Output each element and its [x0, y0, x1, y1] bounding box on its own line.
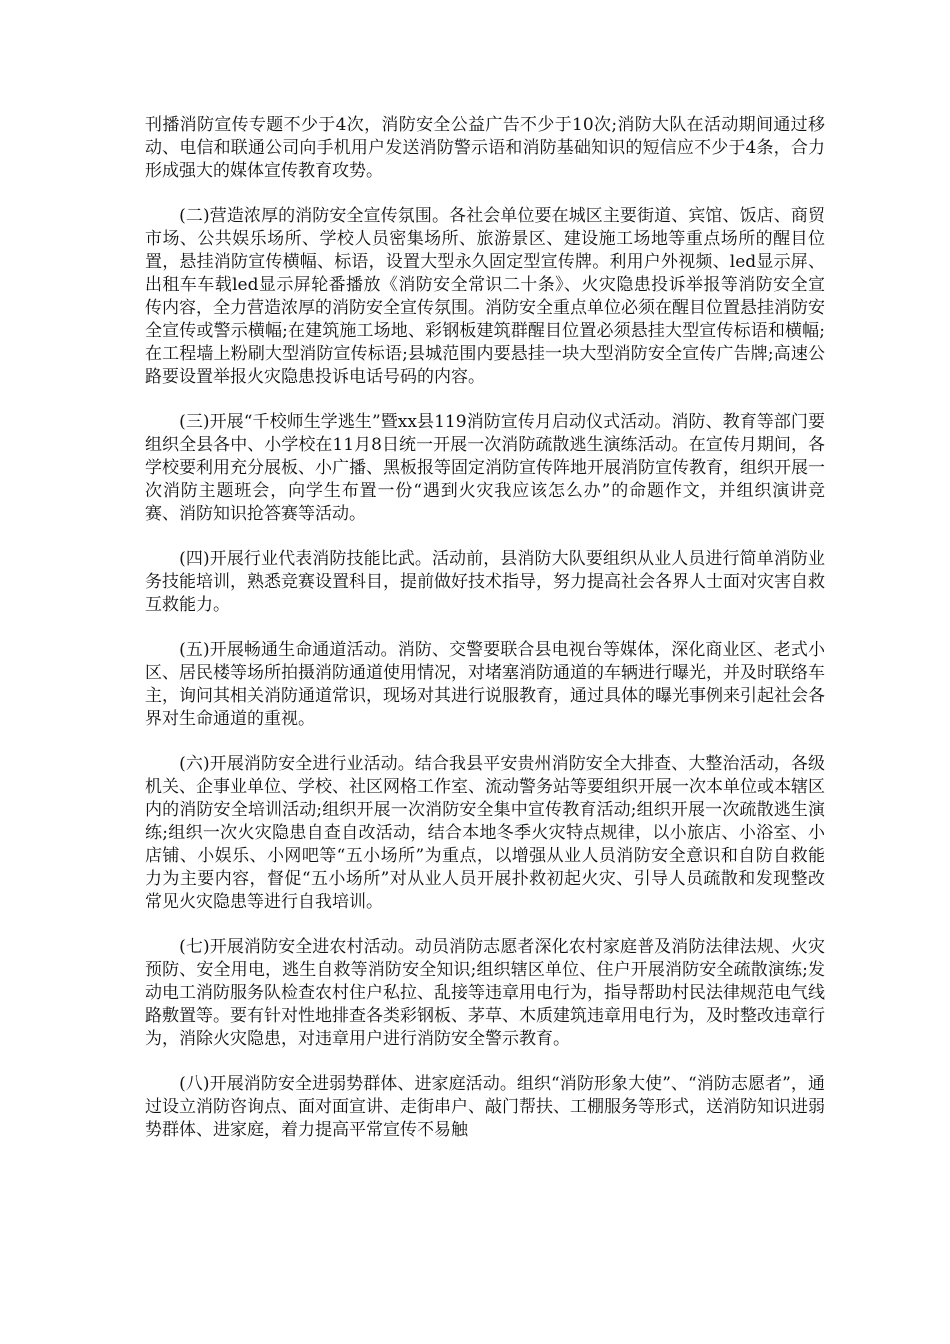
paragraph-section-8-vulnerable-groups: (八)开展消防安全进弱势群体、进家庭活动。组织“消防形象大使”、“消防志愿者”，通过设立消防咨询点、面对面宣讲、走街串户、敲门帮扶、工棚服务等形式，送消防知识进弱势群体、进家庭，着力提高平常宣传不易触	[145, 1074, 825, 1140]
paragraph-section-6-industry: (六)开展消防安全进行业活动。结合我县平安贵州消防安全大排查、大整治活动，各级机关、企事业单位、学校、社区网格工作室、流动警务站等要组织开展一次本单位或本辖区内的消防安全培训活动;组织开展一次消防安全集中宣传教育活动;组织开展一次疏散逃生演练;组织一次火灾隐患自查自改活动，结合本地冬季火灾特点规律，以小旅店、小浴室、小店铺、小娱乐、小网吧等“五小场所”为重点，以增强从业人员消防安全意识和自防自救能力为主要内容，督促“五小场所”对从业人员开展扑救初起火灾、引导人员疏散和发现整改常见火灾隐患等进行自我培训。	[145, 754, 825, 912]
paragraph-section-7-rural: (七)开展消防安全进农村活动。动员消防志愿者深化农村家庭普及消防法律法规、火灾预防、安全用电，逃生自救等消防安全知识;组织辖区单位、住户开展消防安全疏散演练;发动电工消防服务队检查农村住户私拉、乱接等违章用电行为，指导帮助村民法律规范电气线路敷置等。要有针对性地排查各类彩钢板、茅草、木质建筑违章用电行为，及时整改违章行为，消除火灾隐患，对违章用户进行消防安全警示教育。	[145, 937, 825, 1049]
paragraph-media-campaign: 刊播消防宣传专题不少于4次，消防安全公益广告不少于10次;消防大队在活动期间通过移动、电信和联通公司向手机用户发送消防警示语和消防基础知识的短信应不少于4条，合力形成强大的媒体宣传教育攻势。	[145, 115, 825, 181]
paragraph-section-4-skills-contest: (四)开展行业代表消防技能比武。活动前，县消防大队要组织从业人员进行简单消防业务技能培训，熟悉竞赛设置科目，提前做好技术指导，努力提高社会各界人士面对灾害自救互救能力。	[145, 549, 825, 615]
paragraph-section-3-school-escape: (三)开展“千校师生学逃生”暨xx县119消防宣传月启动仪式活动。消防、教育等部门要组织全县各中、小学校在11月8日统一开展一次消防疏散逃生演练活动。在宣传月期间，各学校要利用充分展板、小广播、黑板报等固定消防宣传阵地开展消防宣传教育，组织开展一次消防主题班会，向学生布置一份“遇到火灾我应该怎么办”的命题作文，并组织演讲竞赛、消防知识抢答赛等活动。	[145, 412, 825, 524]
paragraph-section-5-life-channel: (五)开展畅通生命通道活动。消防、交警要联合县电视台等媒体，深化商业区、老式小区、居民楼等场所拍摄消防通道使用情况，对堵塞消防通道的车辆进行曝光，并及时联络车主，询问其相关消防通道常识，现场对其进行说服教育，通过具体的曝光事例来引起社会各界对生命通道的重视。	[145, 640, 825, 729]
document-page	[145, 114, 825, 1164]
paragraph-section-2-atmosphere: (二)营造浓厚的消防安全宣传氛围。各社会单位要在城区主要街道、宾馆、饭店、商贸市场、公共娱乐场所、学校人员密集场所、旅游景区、建设施工场地等重点场所的醒目位置，悬挂消防宣传横幅、标语，设置大型永久固定型宣传牌。利用户外视频、led显示屏、出租车车载led显示屏轮番播放《消防安全常识二十条》、火灾隐患投诉举报等消防安全宣传内容，全力营造浓厚的消防安全宣传氛围。消防安全重点单位必须在醒目位置悬挂消防安全宣传或警示横幅;在建筑施工场地、彩钢板建筑群醒目位置必须悬挂大型宣传标语和横幅;在工程墙上粉刷大型消防宣传标语;县城范围内要悬挂一块大型消防安全宣传广告牌;高速公路要设置举报火灾隐患投诉电话号码的内容。	[145, 206, 825, 387]
